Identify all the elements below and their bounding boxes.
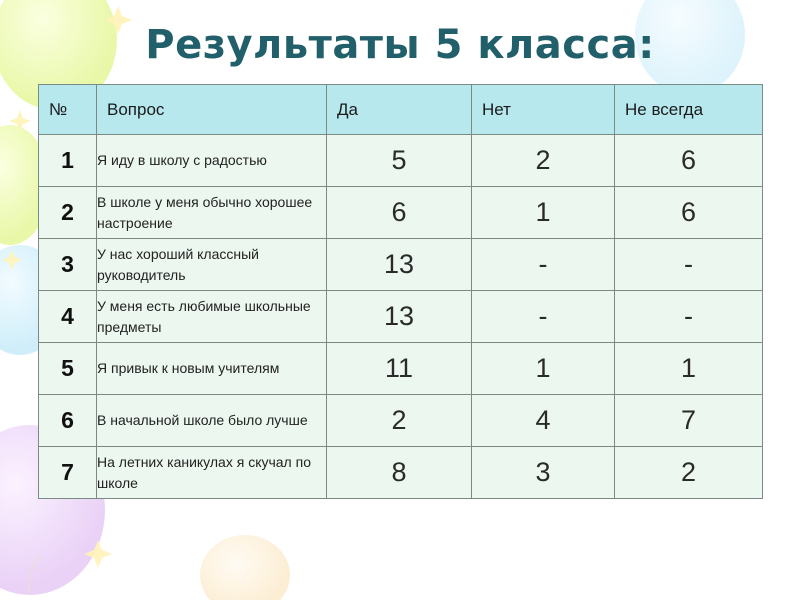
- row-question: Я привык к новым учителям: [97, 343, 327, 395]
- row-number: 6: [39, 395, 97, 447]
- row-yes-count: 13: [327, 239, 472, 291]
- row-question: В школе у меня обычно хорошее настроение: [97, 187, 327, 239]
- table-row: [39, 447, 763, 499]
- row-number: 2: [39, 187, 97, 239]
- header-number: №: [39, 85, 97, 135]
- row-number: 4: [39, 291, 97, 343]
- table-row: [39, 291, 763, 343]
- row-yes-count: 8: [327, 447, 472, 499]
- table-row: [39, 343, 763, 395]
- row-yes-count: 11: [327, 343, 472, 395]
- table-header-row: [39, 85, 763, 135]
- row-no-count: 1: [472, 343, 615, 395]
- row-sometimes-count: -: [615, 239, 763, 291]
- row-sometimes-count: 7: [615, 395, 763, 447]
- row-sometimes-count: 6: [615, 135, 763, 187]
- balloon-orange-bottom: [200, 535, 290, 600]
- row-yes-count: 5: [327, 135, 472, 187]
- row-sometimes-count: 1: [615, 343, 763, 395]
- table-row: [39, 187, 763, 239]
- row-number: 3: [39, 239, 97, 291]
- row-no-count: 3: [472, 447, 615, 499]
- row-no-count: 2: [472, 135, 615, 187]
- slide-title: Результаты 5 класса:: [145, 22, 655, 68]
- row-number: 7: [39, 447, 97, 499]
- table-row: [39, 239, 763, 291]
- row-no-count: -: [472, 239, 615, 291]
- header-sometimes: Не всегда: [615, 85, 763, 135]
- table-row: [39, 135, 763, 187]
- row-no-count: -: [472, 291, 615, 343]
- row-number: 5: [39, 343, 97, 395]
- results-table: [38, 84, 763, 499]
- header-question: Вопрос: [97, 85, 327, 135]
- row-yes-count: 13: [327, 291, 472, 343]
- row-question: У нас хороший классный руководитель: [97, 239, 327, 291]
- row-question: Я иду в школу с радостью: [97, 135, 327, 187]
- row-sometimes-count: 6: [615, 187, 763, 239]
- row-no-count: 4: [472, 395, 615, 447]
- row-question: На летних каникулах я скучал по школе: [97, 447, 327, 499]
- row-yes-count: 2: [327, 395, 472, 447]
- row-number: 1: [39, 135, 97, 187]
- row-sometimes-count: 2: [615, 447, 763, 499]
- table-row: [39, 395, 763, 447]
- row-yes-count: 6: [327, 187, 472, 239]
- row-sometimes-count: -: [615, 291, 763, 343]
- row-question: В начальной школе было лучше: [97, 395, 327, 447]
- header-yes: Да: [327, 85, 472, 135]
- row-question: У меня есть любимые школьные предметы: [97, 291, 327, 343]
- header-no: Нет: [472, 85, 615, 135]
- row-no-count: 1: [472, 187, 615, 239]
